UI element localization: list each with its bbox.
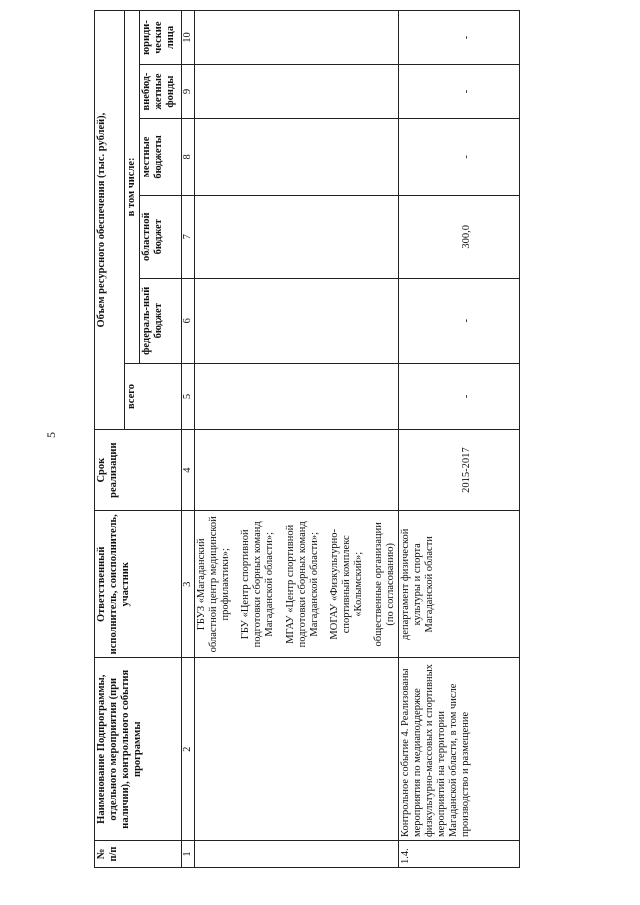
table-row <box>195 11 399 868</box>
table-row <box>399 11 520 868</box>
row-regional <box>195 195 399 278</box>
column-number: 3 <box>182 511 195 658</box>
header-regional: областной бюджет <box>140 195 182 278</box>
column-number: 4 <box>182 430 195 511</box>
rotated-table-sheet <box>94 10 520 868</box>
participant: ГБУЗ «Магаданский областной центр медицинской профилактики»; <box>196 516 232 653</box>
header-extrabudget: внебюд-жетные фонды <box>140 65 182 119</box>
participant: департамент физической культуры и спорта Магаданской области <box>400 528 436 640</box>
row-num <box>195 841 399 868</box>
column-number: 6 <box>182 278 195 363</box>
row-total: - <box>399 363 520 429</box>
row-participants <box>195 511 399 658</box>
row-federal <box>195 278 399 363</box>
header-including: в том числе: <box>125 11 140 364</box>
row-legal <box>195 11 399 65</box>
header-total: всего <box>125 363 182 429</box>
row-term <box>195 430 399 511</box>
row-local <box>195 119 399 196</box>
row-name: Контрольное событие 4. Реализованы мероприятия по медиаподдержке физкультурно-массовых и спортивных мероприятий на территории Магаданской области, в том числе производство и размещение <box>399 658 520 841</box>
row-total <box>195 363 399 429</box>
participant: МГАУ «Центр спортивной подготовки сборных команд Магаданской области»; <box>284 521 320 648</box>
row-extrabudget <box>195 65 399 119</box>
row-legal: - <box>399 11 520 65</box>
header-num: № п/п <box>95 841 182 868</box>
header-name: Наименование Подпрограммы, отдельного мероприятия (при наличии), контрольного события программы <box>95 658 182 841</box>
column-number: 7 <box>182 195 195 278</box>
header-legal: юриди-ческие лица <box>140 11 182 65</box>
row-federal: - <box>399 278 520 363</box>
column-number: 8 <box>182 119 195 196</box>
header-local: местные бюджеты <box>140 119 182 196</box>
header-federal: федераль-ный бюджет <box>140 278 182 363</box>
column-number: 9 <box>182 65 195 119</box>
column-number: 2 <box>182 658 195 841</box>
column-number: 10 <box>182 11 195 65</box>
resource-table <box>94 10 520 868</box>
participant: ГБУ «Центр спортивной подготовки сборных команд Магаданской области»; <box>240 521 276 648</box>
participant: МОГАУ «Физкультурно-спортивный комплекс «Колымский»; <box>328 529 364 640</box>
row-term: 2015-2017 <box>399 430 520 511</box>
row-participants <box>399 511 520 658</box>
column-number: 5 <box>182 363 195 429</box>
header-term: Срок реализации <box>95 430 182 511</box>
participant: общественные организации (по согласованию) <box>372 522 396 647</box>
row-local: - <box>399 119 520 196</box>
header-funding: Объем ресурсного обеспечения (тыс. рублей), <box>95 11 125 430</box>
row-name <box>195 658 399 841</box>
column-number-row <box>182 11 195 868</box>
header-responsible: Ответственный исполнитель, соисполнитель, участник <box>95 511 182 658</box>
row-extrabudget: - <box>399 65 520 119</box>
row-num: 1.4. <box>399 841 520 868</box>
page-number: 5 <box>44 432 58 438</box>
row-regional: 300,0 <box>399 195 520 278</box>
column-number: 1 <box>182 841 195 868</box>
